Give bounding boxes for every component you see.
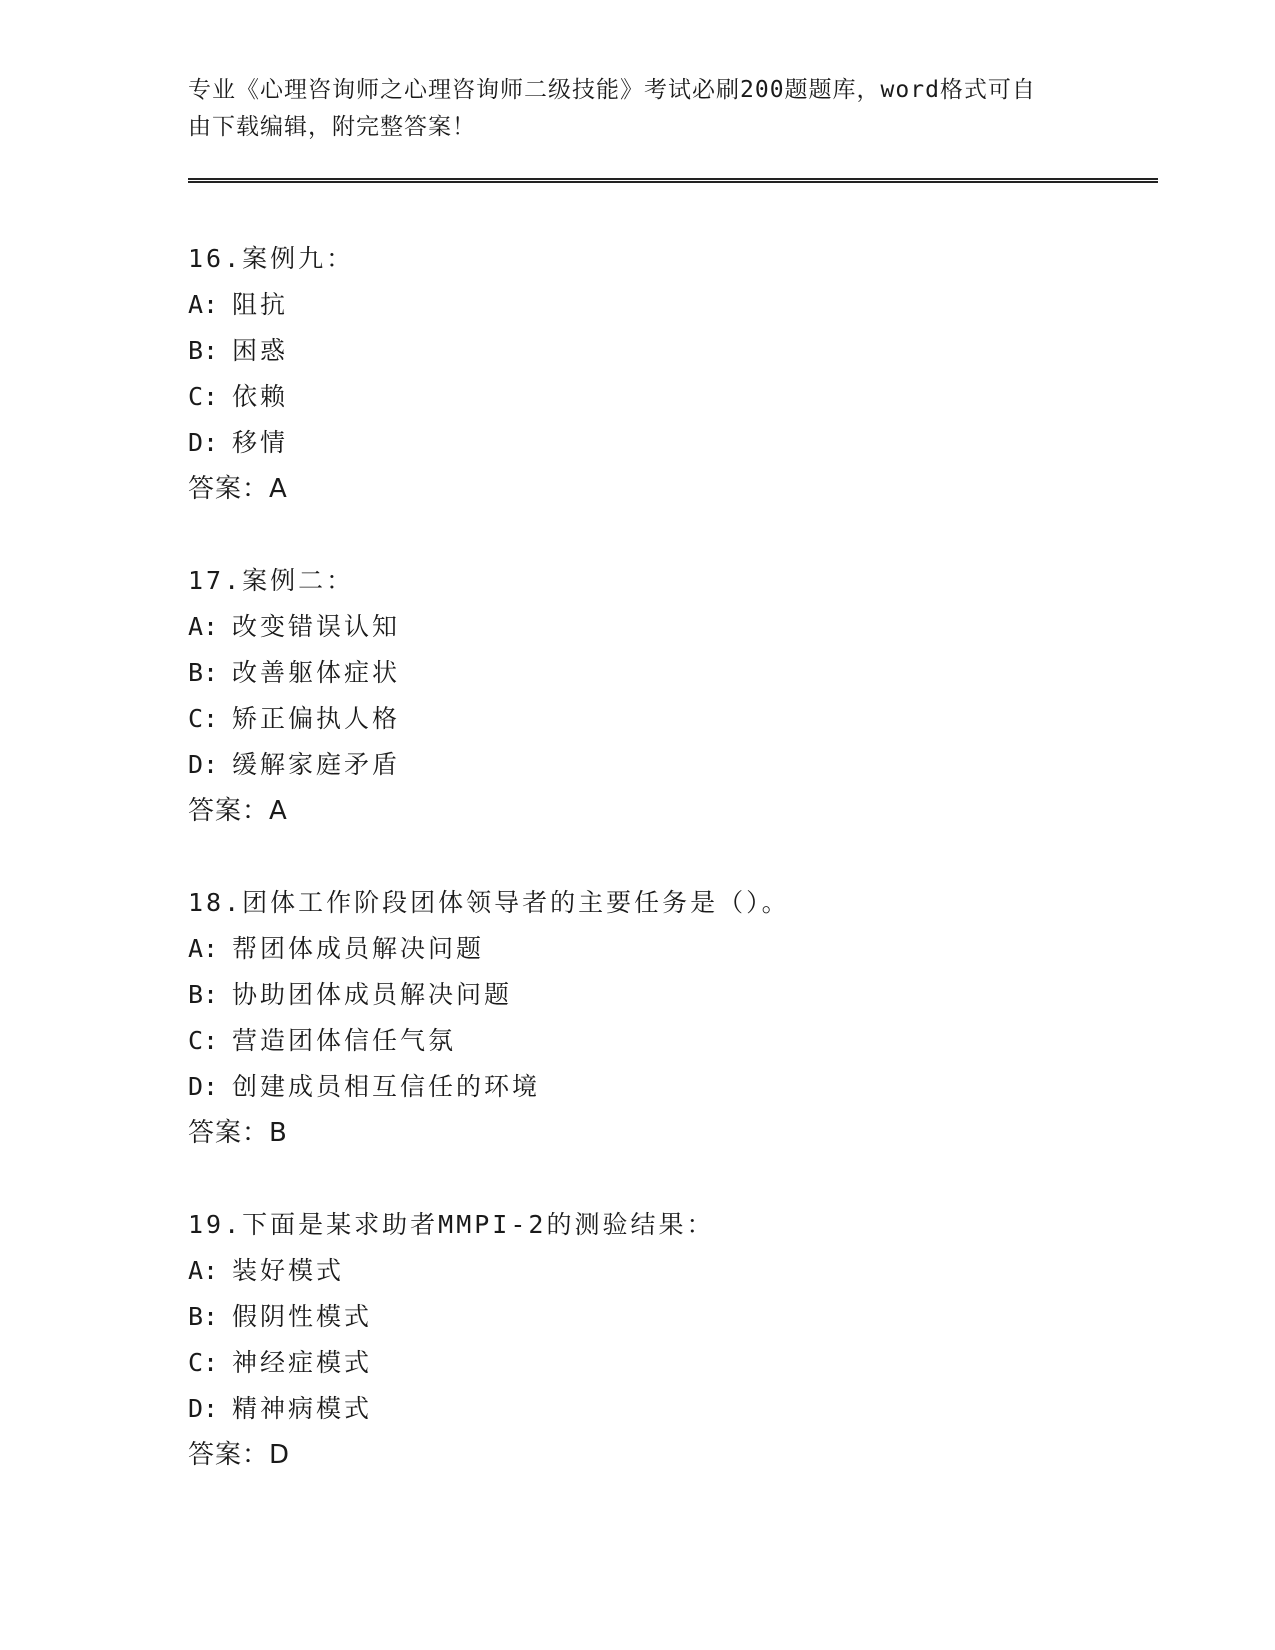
option-text: 改善躯体症状 [232,658,401,687]
option-letter: A: [188,290,219,319]
option-letter: D: [188,428,219,457]
option-a [188,282,1138,328]
option-letter: D: [188,1072,219,1101]
answer-line: 答案：B [188,1118,288,1148]
question-17 [188,558,1138,834]
document-header [188,72,1088,146]
question-18 [188,880,1138,1156]
option-letter: B: [188,658,219,687]
option-letter: A: [188,612,219,641]
header-line-2: 由下载编辑，附完整答案！ [188,114,476,140]
answer-line: 答案：D [188,1440,291,1470]
option-text: 依赖 [232,382,289,411]
option-letter: B: [188,980,219,1009]
option-text: 假阴性模式 [232,1302,373,1331]
option-letter: A: [188,1256,219,1285]
option-letter: A: [188,934,219,963]
option-a [188,926,1138,972]
option-d [188,742,1138,788]
option-text: 装好模式 [232,1256,345,1285]
option-letter: C: [188,1026,219,1055]
option-b [188,1294,1138,1340]
question-title: 16.案例九： [188,244,355,273]
option-b [188,972,1138,1018]
option-d [188,1386,1138,1432]
question-19 [188,1202,1138,1478]
option-a [188,1248,1138,1294]
option-text: 帮团体成员解决问题 [232,934,485,963]
option-letter: D: [188,750,219,779]
question-title: 17.案例二： [188,566,355,595]
header-divider [188,178,1158,183]
option-letter: D: [188,1394,219,1423]
option-letter: B: [188,336,219,365]
option-text: 改变错误认知 [232,612,401,641]
option-text: 阻抗 [232,290,289,319]
option-text: 营造团体信任气氛 [232,1026,457,1055]
option-letter: C: [188,1348,219,1377]
option-text: 协助团体成员解决问题 [232,980,513,1009]
option-c [188,1018,1138,1064]
option-c [188,696,1138,742]
header-line-1: 专业《心理咨询师之心理咨询师二级技能》考试必刷200题题库，word格式可自 [188,77,1036,103]
answer-line: 答案：A [188,474,288,504]
option-text: 矫正偏执人格 [232,704,401,733]
option-letter: B: [188,1302,219,1331]
question-title: 19.下面是某求助者MMPI-2的测验结果： [188,1210,715,1239]
option-c [188,1340,1138,1386]
option-letter: C: [188,704,219,733]
option-text: 神经症模式 [232,1348,373,1377]
option-text: 移情 [232,428,289,457]
option-text: 困惑 [232,336,289,365]
question-list [188,236,1138,1524]
question-16 [188,236,1138,512]
option-d [188,420,1138,466]
option-text: 精神病模式 [232,1394,373,1423]
option-text: 创建成员相互信任的环境 [232,1072,541,1101]
option-text: 缓解家庭矛盾 [232,750,401,779]
option-letter: C: [188,382,219,411]
answer-line: 答案：A [188,796,288,826]
option-a [188,604,1138,650]
option-b [188,650,1138,696]
question-title: 18.团体工作阶段团体领导者的主要任务是（）。 [188,888,790,917]
option-d [188,1064,1138,1110]
option-c [188,374,1138,420]
option-b [188,328,1138,374]
